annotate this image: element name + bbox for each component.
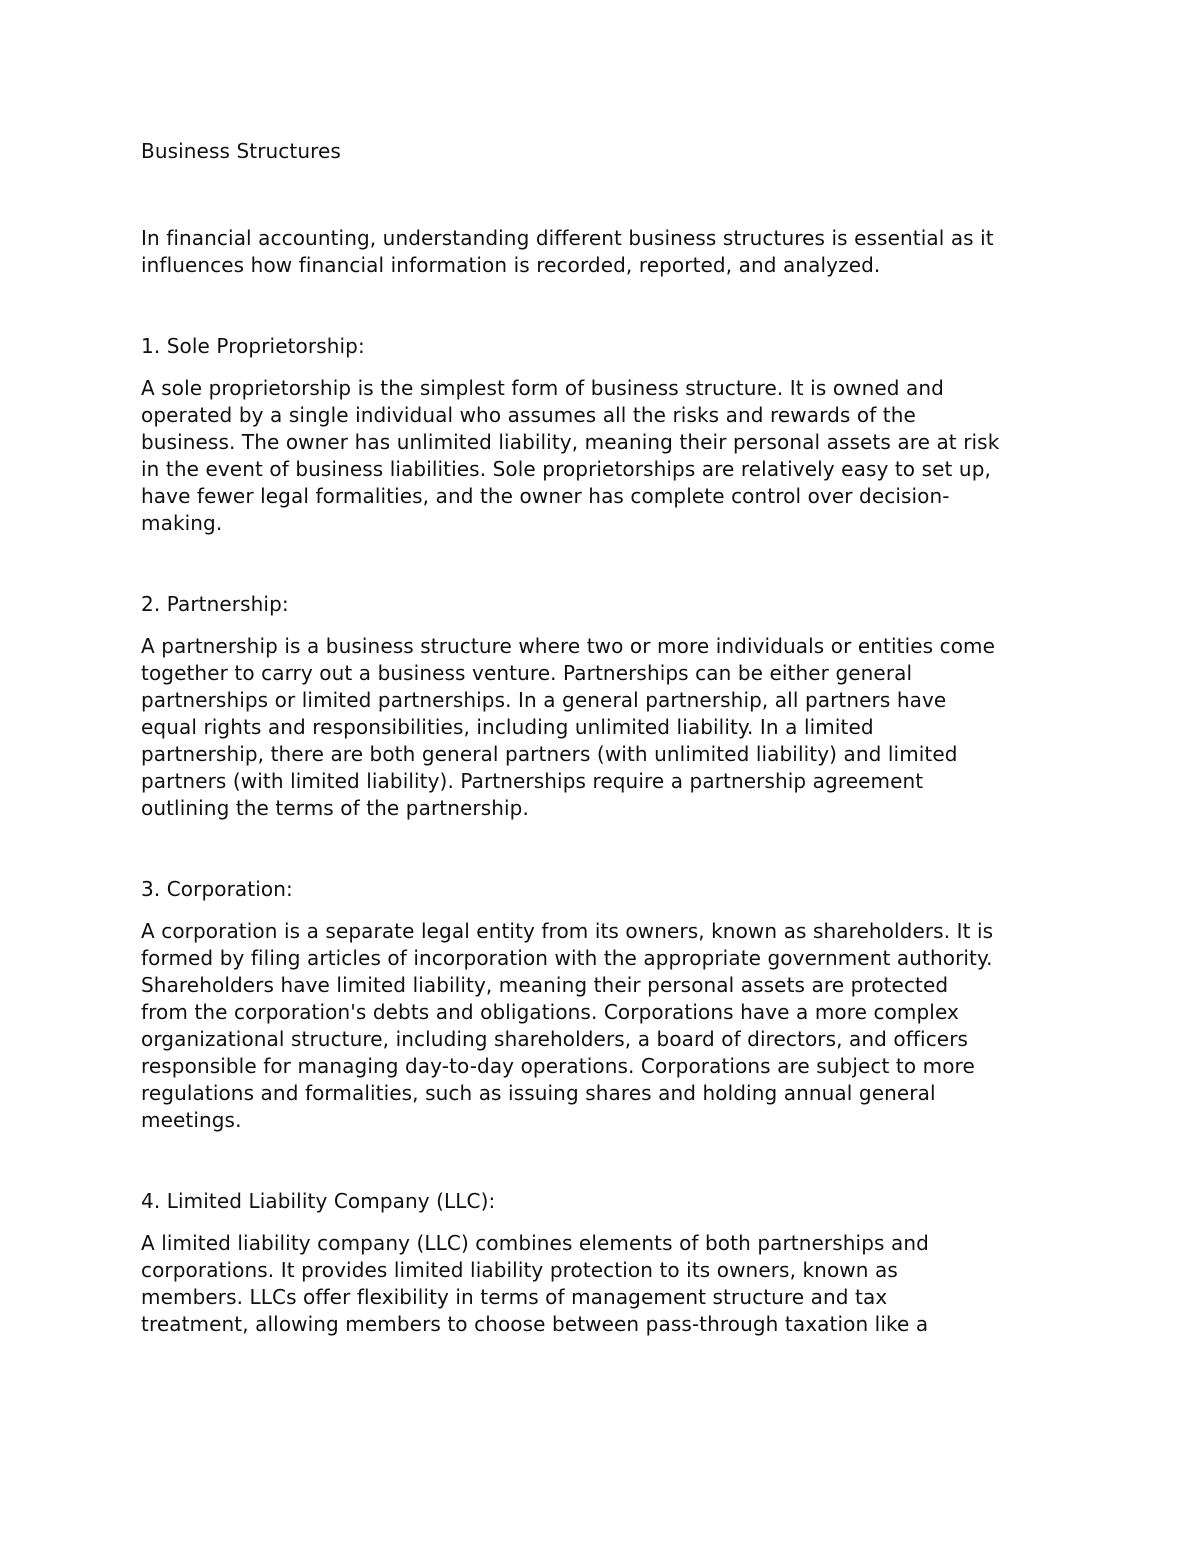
section-heading: 4. Limited Liability Company (LLC): (141, 1189, 496, 1213)
document-content (141, 138, 1071, 1338)
text-line: equal rights and responsibilities, including unlimited liability. In a limited (141, 715, 874, 739)
text-line: A sole proprietorship is the simplest form of business structure. It is owned and (141, 376, 944, 400)
text-line: meetings. (141, 1108, 242, 1132)
text-line: Shareholders have limited liability, meaning their personal assets are protected (141, 973, 949, 997)
text-line: members. LLCs offer flexibility in terms of management structure and tax (141, 1285, 888, 1309)
text-line: partners (with limited liability). Partnerships require a partnership agreement (141, 769, 924, 793)
text-line: A limited liability company (LLC) combines elements of both partnerships and (141, 1231, 929, 1255)
section-heading: 2. Partnership: (141, 592, 289, 616)
text-line: corporations. It provides limited liability protection to its owners, known as (141, 1258, 898, 1282)
section-llc (141, 1188, 1071, 1338)
text-line: organizational structure, including shareholders, a board of directors, and officers (141, 1027, 969, 1051)
section-corporation (141, 876, 1071, 1134)
text-line: outlining the terms of the partnership. (141, 796, 529, 820)
text-line: formed by filing articles of incorporation with the appropriate government authority. (141, 946, 993, 970)
text-line: treatment, allowing members to choose between pass-through taxation like a (141, 1312, 929, 1336)
section-sole-proprietorship (141, 333, 1071, 537)
section-heading: 1. Sole Proprietorship: (141, 334, 365, 358)
text-line: regulations and formalities, such as issuing shares and holding annual general (141, 1081, 936, 1105)
text-line: in the event of business liabilities. Sole proprietorships are relatively easy to set up, (141, 457, 991, 481)
text-line: responsible for managing day-to-day operations. Corporations are subject to more (141, 1054, 975, 1078)
text-line: business. The owner has unlimited liability, meaning their personal assets are at risk (141, 430, 1000, 454)
section-heading: 3. Corporation: (141, 877, 293, 901)
text-line: In financial accounting, understanding different business structures is essential as it (141, 226, 994, 250)
text-line: partnerships or limited partnerships. In a general partnership, all partners have (141, 688, 947, 712)
intro-paragraph (141, 225, 1071, 279)
text-line: influences how financial information is recorded, reported, and analyzed. (141, 253, 881, 277)
text-line: operated by a single individual who assumes all the risks and rewards of the (141, 403, 916, 427)
text-line: A corporation is a separate legal entity from its owners, known as shareholders. It is (141, 919, 994, 943)
text-line: have fewer legal formalities, and the owner has complete control over decision- (141, 484, 950, 508)
text-line: making. (141, 511, 223, 535)
text-line: from the corporation's debts and obligations. Corporations have a more complex (141, 1000, 959, 1024)
text-line: together to carry out a business venture. Partnerships can be either general (141, 661, 913, 685)
section-body (141, 375, 1071, 537)
section-body (141, 918, 1071, 1134)
section-partnership (141, 591, 1071, 822)
text-line: partnership, there are both general partners (with unlimited liability) and limited (141, 742, 958, 766)
text-line: A partnership is a business structure where two or more individuals or entities come (141, 634, 996, 658)
section-body (141, 633, 1071, 822)
document-title: Business Structures (141, 139, 341, 163)
section-body (141, 1230, 1071, 1338)
